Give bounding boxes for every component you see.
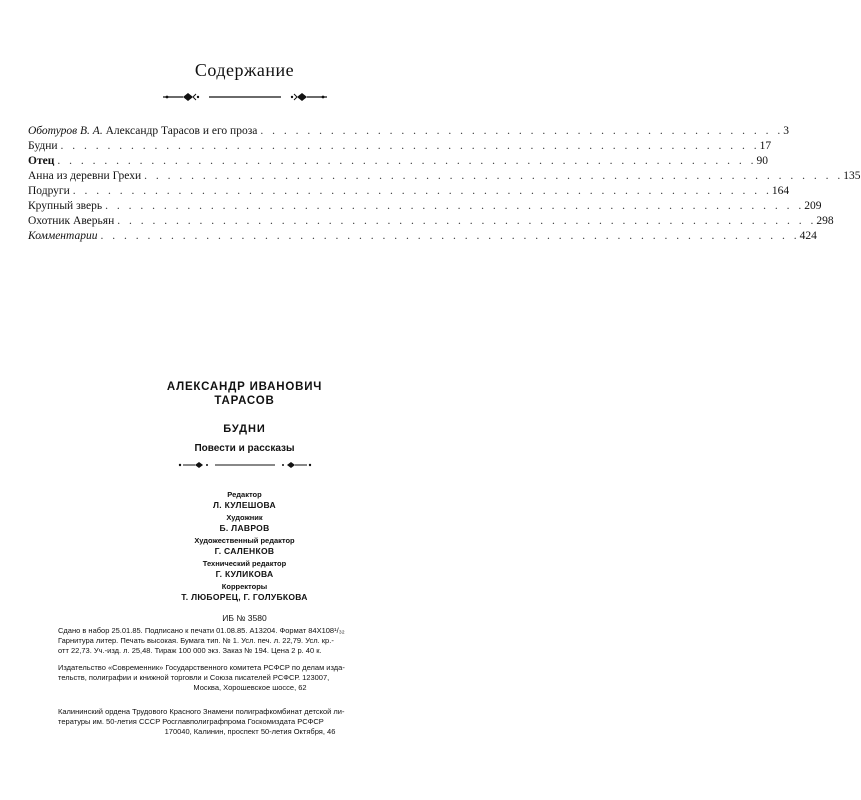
- toc-entry-page: 424: [799, 230, 817, 242]
- imprint-details: Сдано в набор 25.01.85. Подписано к печати 01.08.85. А13204. Формат 84Х108¹/₃₂ Гарнитура литер. Печать высокая. Бумага тип. № 1. Усл. печ. л. 22,79. Усл. кр.- отт 22,73. Уч.-изд. л. 25,48. Тираж 100 000 экз. Заказ № 194. Цена 2 р. 40 к.: [58, 626, 345, 655]
- toc-entry-page: 209: [804, 200, 822, 212]
- toc-entry: Крупный зверь . . . . . . . . . . . . . . . . . . . . . . . . . . . . . . . . . . . . . . . . . . . . . . . . . . . . . . . . . . . . 209: [28, 200, 822, 212]
- toc-entry: Анна из деревни Грехи . . . . . . . . . . . . . . . . . . . . . . . . . . . . . . . . . . . . . . . . . . . . . . . . . . . . . . . . . . . . 135: [28, 170, 861, 182]
- toc-entry-title: Подруги: [28, 185, 70, 197]
- toc-entry: Охотник Аверьян . . . . . . . . . . . . . . . . . . . . . . . . . . . . . . . . . . . . . . . . . . . . . . . . . . . . . . . . . . . . 298: [28, 215, 834, 227]
- toc-entry-page: 164: [771, 185, 790, 197]
- toc-entry-author: Оботуров В. А.: [28, 125, 103, 137]
- toc-entry-title: Будни: [28, 140, 58, 152]
- toc-entry-title: Охотник Аверьян: [28, 215, 115, 227]
- printer-info: Калининский ордена Трудового Красного Знамени полиграфкомбинат детской ли- тературы им. 50-летия СССР Росглавполиграфпрома Госкомиздата РСФСР 170040, Калинин, проспект 50-летия Октября, 46: [58, 707, 345, 736]
- toc-entry-page: 90: [756, 155, 768, 167]
- toc-entry-page: 17: [759, 140, 772, 152]
- ornament-divider-icon: [161, 91, 329, 103]
- ib-number: ИБ № 3580: [222, 613, 267, 623]
- credit-artist: Художник Б. ЛАВРОВ: [219, 513, 270, 533]
- toc-entry-title: Александр Тарасов и его проза: [105, 125, 258, 137]
- toc-entry: Отец . . . . . . . . . . . . . . . . . . . . . . . . . . . . . . . . . . . . . . . . . . . . . . . . . . . . . . . . . . . . 90: [28, 155, 768, 167]
- toc-entry: Оботуров В. А. Александр Тарасов и его проза . . . . . . . . . . . . . . . . . . . . . . . . . . . . . . . . . . . . . . . . . . . . . 3: [28, 125, 789, 137]
- toc-entry: Подруги . . . . . . . . . . . . . . . . . . . . . . . . . . . . . . . . . . . . . . . . . . . . . . . . . . . . . . . . . . . . 164: [28, 185, 790, 197]
- toc-entry-page: 298: [816, 215, 834, 227]
- credit-editor: Редактор Л. КУЛЕШОВА: [213, 490, 276, 510]
- credit-tech-editor: Технический редактор Г. КУЛИКОВА: [202, 559, 287, 579]
- toc-entry-title: Анна из деревни Грехи: [28, 170, 142, 182]
- toc-entry: Будни . . . . . . . . . . . . . . . . . . . . . . . . . . . . . . . . . . . . . . . . . . . . . . . . . . . . . . . . . . . . 17: [28, 140, 772, 152]
- toc-entry-title: Отец: [28, 155, 55, 167]
- ornament-divider-icon: [177, 460, 313, 470]
- publisher-info: Издательство «Современник» Государственного комитета РСФСР по делам изда- тельств, полиграфии и книжной торговли и Союза писателей РСФСР. 123007, Москва, Хорошевское шоссе, 62: [58, 663, 345, 692]
- toc-entry-page: 135: [843, 170, 861, 182]
- book-author: АЛЕКСАНДР ИВАНОВИЧ ТАРАСОВ: [166, 381, 323, 407]
- credit-art-editor: Художественный редактор Г. САЛЕНКОВ: [194, 536, 295, 556]
- toc-entry-title: Крупный зверь: [28, 200, 103, 212]
- toc-entry-page: 3: [783, 125, 789, 137]
- toc-entry: Комментарии . . . . . . . . . . . . . . . . . . . . . . . . . . . . . . . . . . . . . . . . . . . . . . . . . . . . . . . . . . . . 424: [28, 230, 817, 242]
- credit-proofreaders: Корректоры Т. ЛЮБОРЕЦ, Г. ГОЛУБКОВА: [181, 582, 308, 602]
- toc-entry-title: Комментарии: [28, 230, 98, 242]
- book-title: БУДНИ: [223, 423, 266, 435]
- book-subtitle: Повести и рассказы: [194, 443, 295, 454]
- contents-title: Содержание: [194, 60, 295, 80]
